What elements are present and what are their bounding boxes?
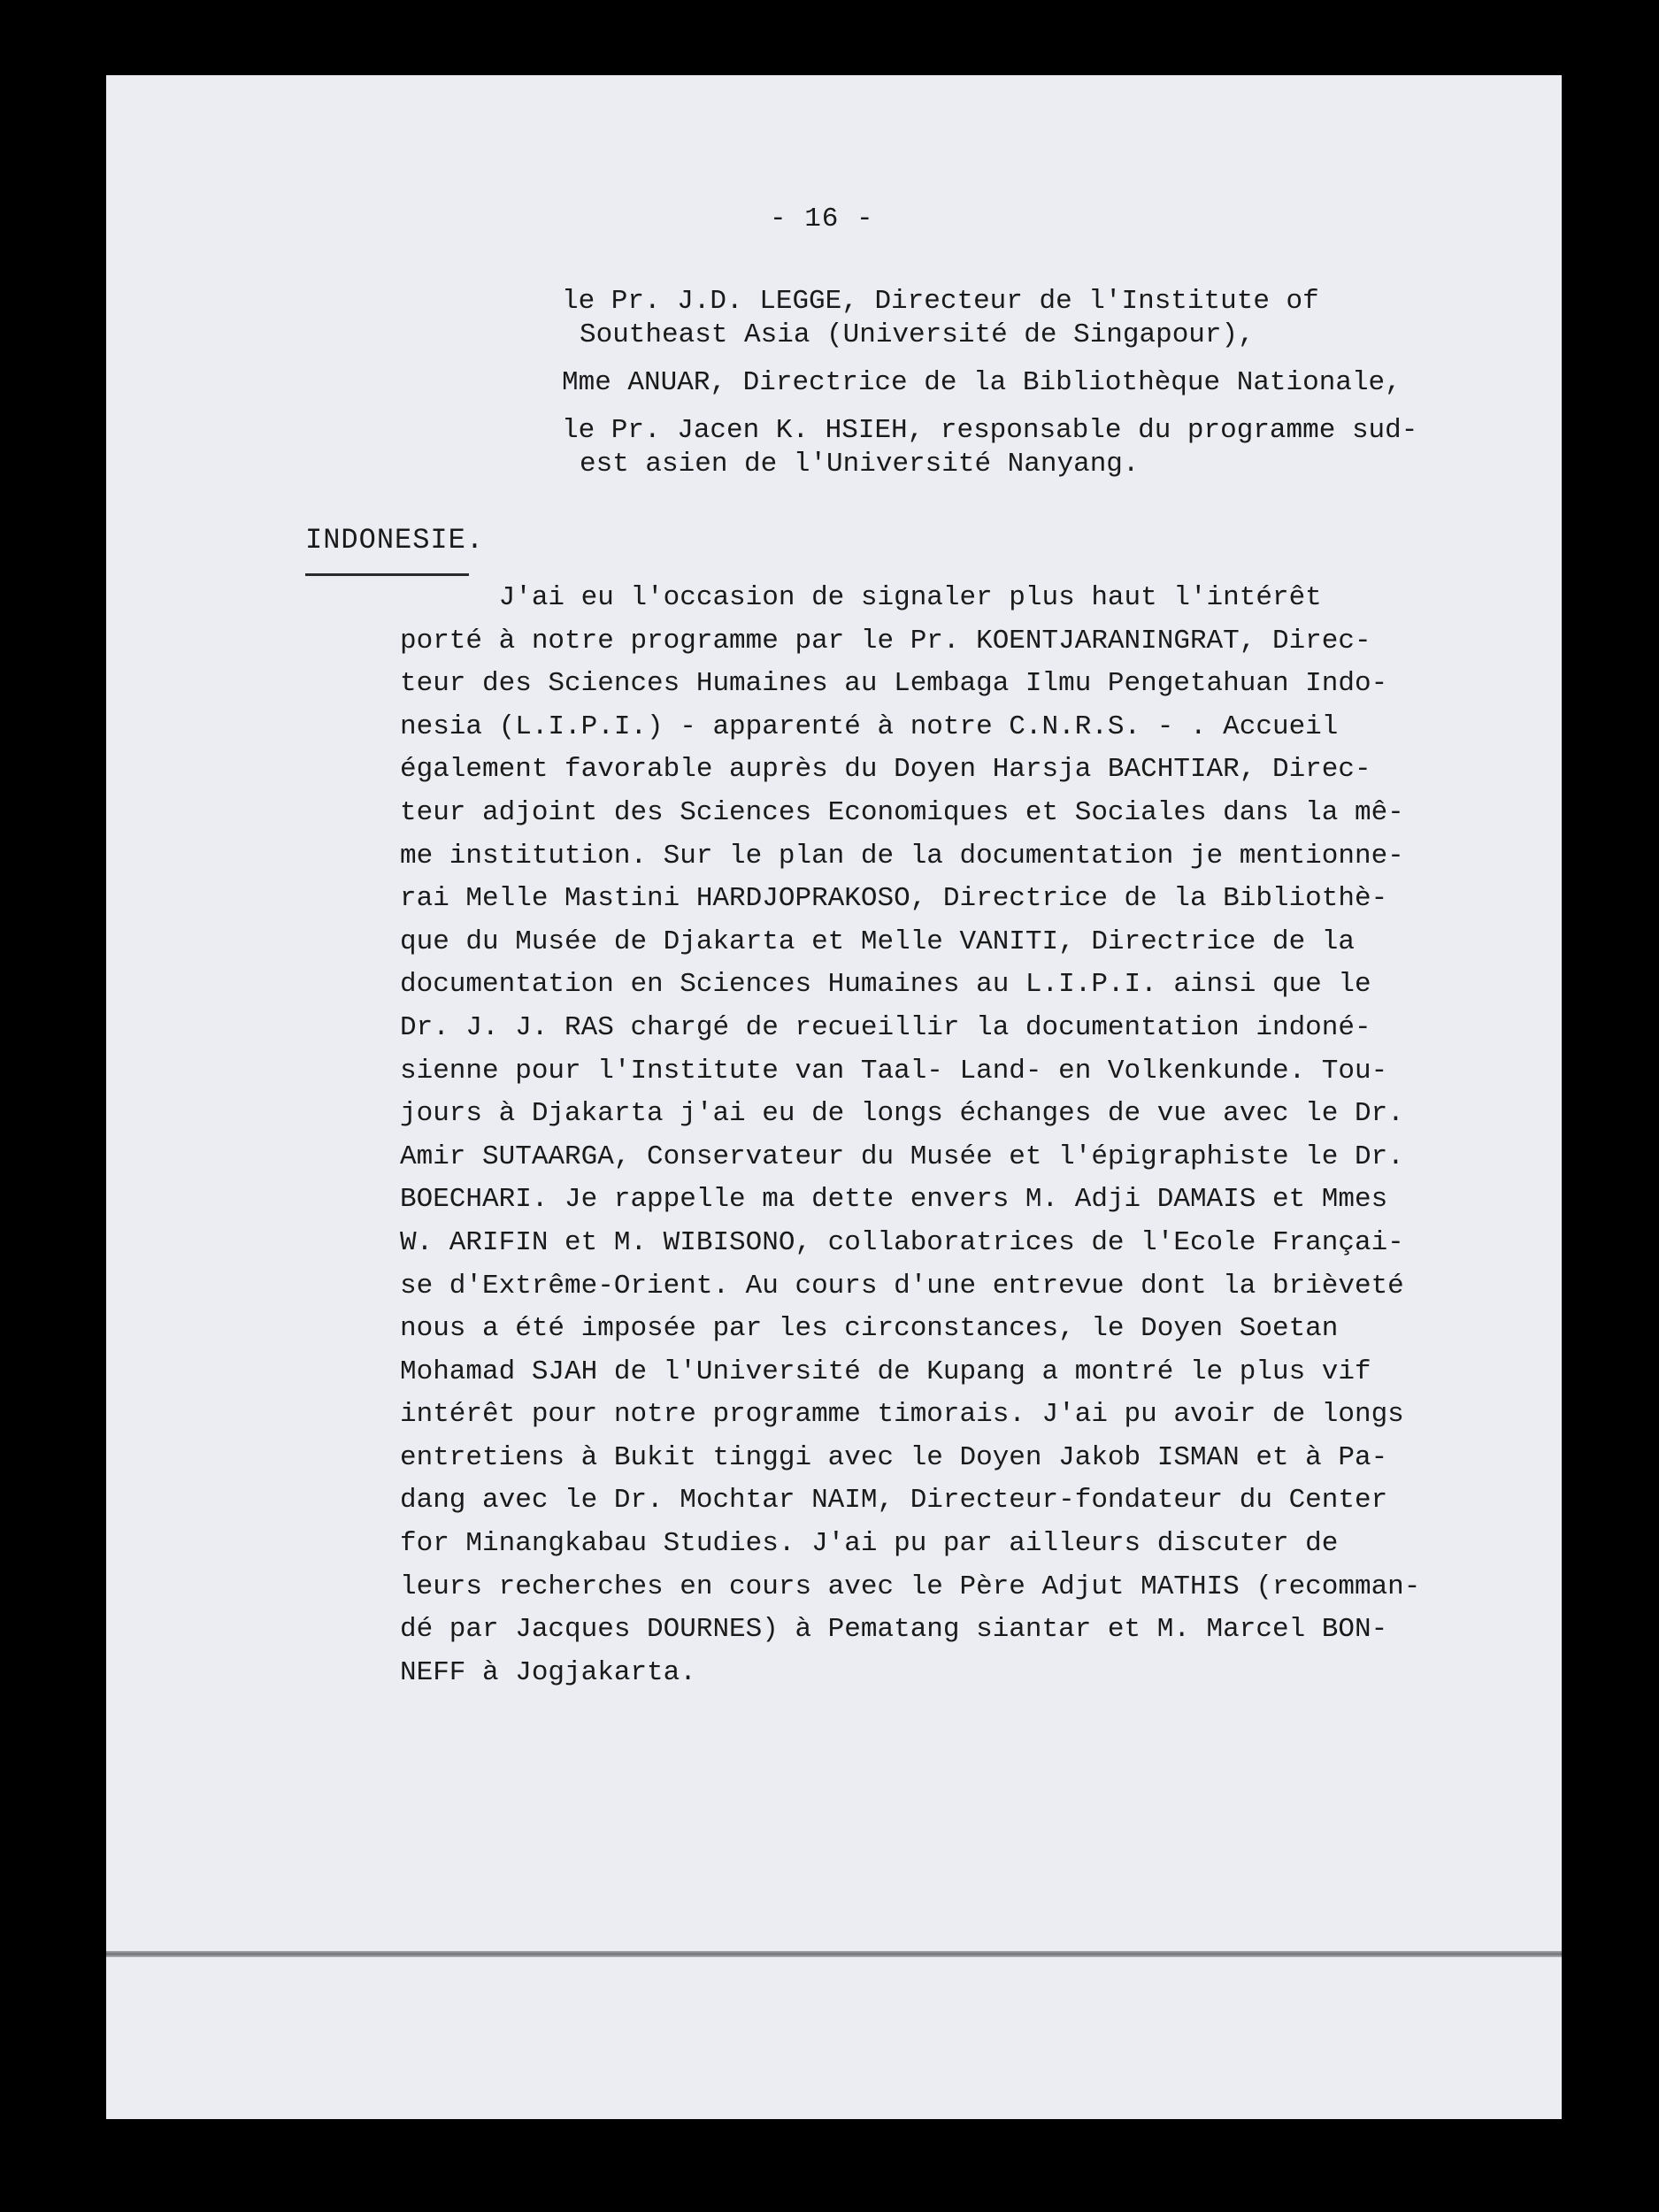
text-line: entretiens à Bukit tinggi avec le Doyen Jakob ISMAN et à Pa- — [400, 1441, 1388, 1473]
text-line: for Minangkabau Studies. J'ai pu par ailleurs discuter de — [400, 1528, 1339, 1560]
text-line: Dr. J. J. RAS chargé de recueillir la documentation indoné- — [400, 1011, 1371, 1043]
contact-entry: Mme ANUAR, Directrice de la Bibliothèque Nationale, — [562, 367, 1402, 398]
body-paragraph — [400, 577, 1479, 1694]
text-line: se d'Extrême-Orient. Au cours d'une entrevue dont la brièveté — [400, 1270, 1404, 1302]
text-line: me institution. Sur le plan de la documentation je mentionne- — [400, 840, 1404, 872]
text-line: documentation en Sciences Humaines au L.I.P.I. ainsi que le — [400, 969, 1371, 1001]
contact-entry: le Pr. J.D. LEGGE, Directeur de l'Institute of Southeast Asia (Université de Singapour), — [562, 286, 1319, 350]
text-line: jours à Djakarta j'ai eu de longs échanges de vue avec le Dr. — [400, 1098, 1404, 1130]
page-number: - 16 - — [770, 204, 874, 234]
text-line: intérêt pour notre programme timorais. J'ai pu avoir de longs — [400, 1399, 1404, 1431]
contact-list — [562, 285, 1464, 495]
section-heading: INDONESIE. — [305, 524, 485, 557]
text-line: dang avec le Dr. Mochtar NAIM, Directeur-fondateur du Center — [400, 1485, 1388, 1517]
text-line: rai Melle Mastini HARDJOPRAKOSO, Directrice de la Bibliothè- — [400, 883, 1388, 915]
text-line: leurs recherches en cours avec le Père Adjut MATHIS (recomman- — [400, 1571, 1421, 1602]
text-line: Mohamad SJAH de l'Université de Kupang a montré le plus vif — [400, 1356, 1371, 1387]
text-line: nesia (L.I.P.I.) - apparenté à notre C.N.R.S. - . Accueil — [400, 710, 1339, 742]
text-line: également favorable auprès du Doyen Harsja BACHTIAR, Direc- — [400, 754, 1371, 786]
text-line: nous a été imposée par les circonstances, le Doyen Soetan — [400, 1313, 1339, 1345]
text-line: J'ai eu l'occasion de signaler plus haut l'intérêt — [400, 582, 1322, 613]
text-line: sienne pour l'Institute van Taal- Land- en Volkenkunde. Tou- — [400, 1055, 1388, 1087]
text-line: BOECHARI. Je rappelle ma dette envers M. Adji DAMAIS et Mmes — [400, 1184, 1388, 1216]
text-line: teur adjoint des Sciences Economiques et Sociales dans la mê- — [400, 796, 1404, 828]
text-line: porté à notre programme par le Pr. KOENTJARANINGRAT, Direc- — [400, 625, 1371, 657]
text-line: teur des Sciences Humaines au Lembaga Ilmu Pengetahuan Indo- — [400, 668, 1388, 700]
text-line: Amir SUTAARGA, Conservateur du Musée et l'épigraphiste le Dr. — [400, 1141, 1404, 1172]
text-line: NEFF à Jogjakarta. — [400, 1656, 696, 1688]
heading-underline — [305, 573, 469, 576]
contact-entry: le Pr. Jacen K. HSIEH, responsable du programme sud- est asien de l'Université Nanyang. — [562, 415, 1418, 480]
bottom-rule — [106, 1951, 1562, 1957]
text-line: W. ARIFIN et M. WIBISONO, collaboratrices de l'Ecole Françai- — [400, 1226, 1404, 1258]
text-line: dé par Jacques DOURNES) à Pematang siantar et M. Marcel BON- — [400, 1614, 1388, 1646]
text-line: que du Musée de Djakarta et Melle VANITI, Directrice de la — [400, 926, 1355, 957]
